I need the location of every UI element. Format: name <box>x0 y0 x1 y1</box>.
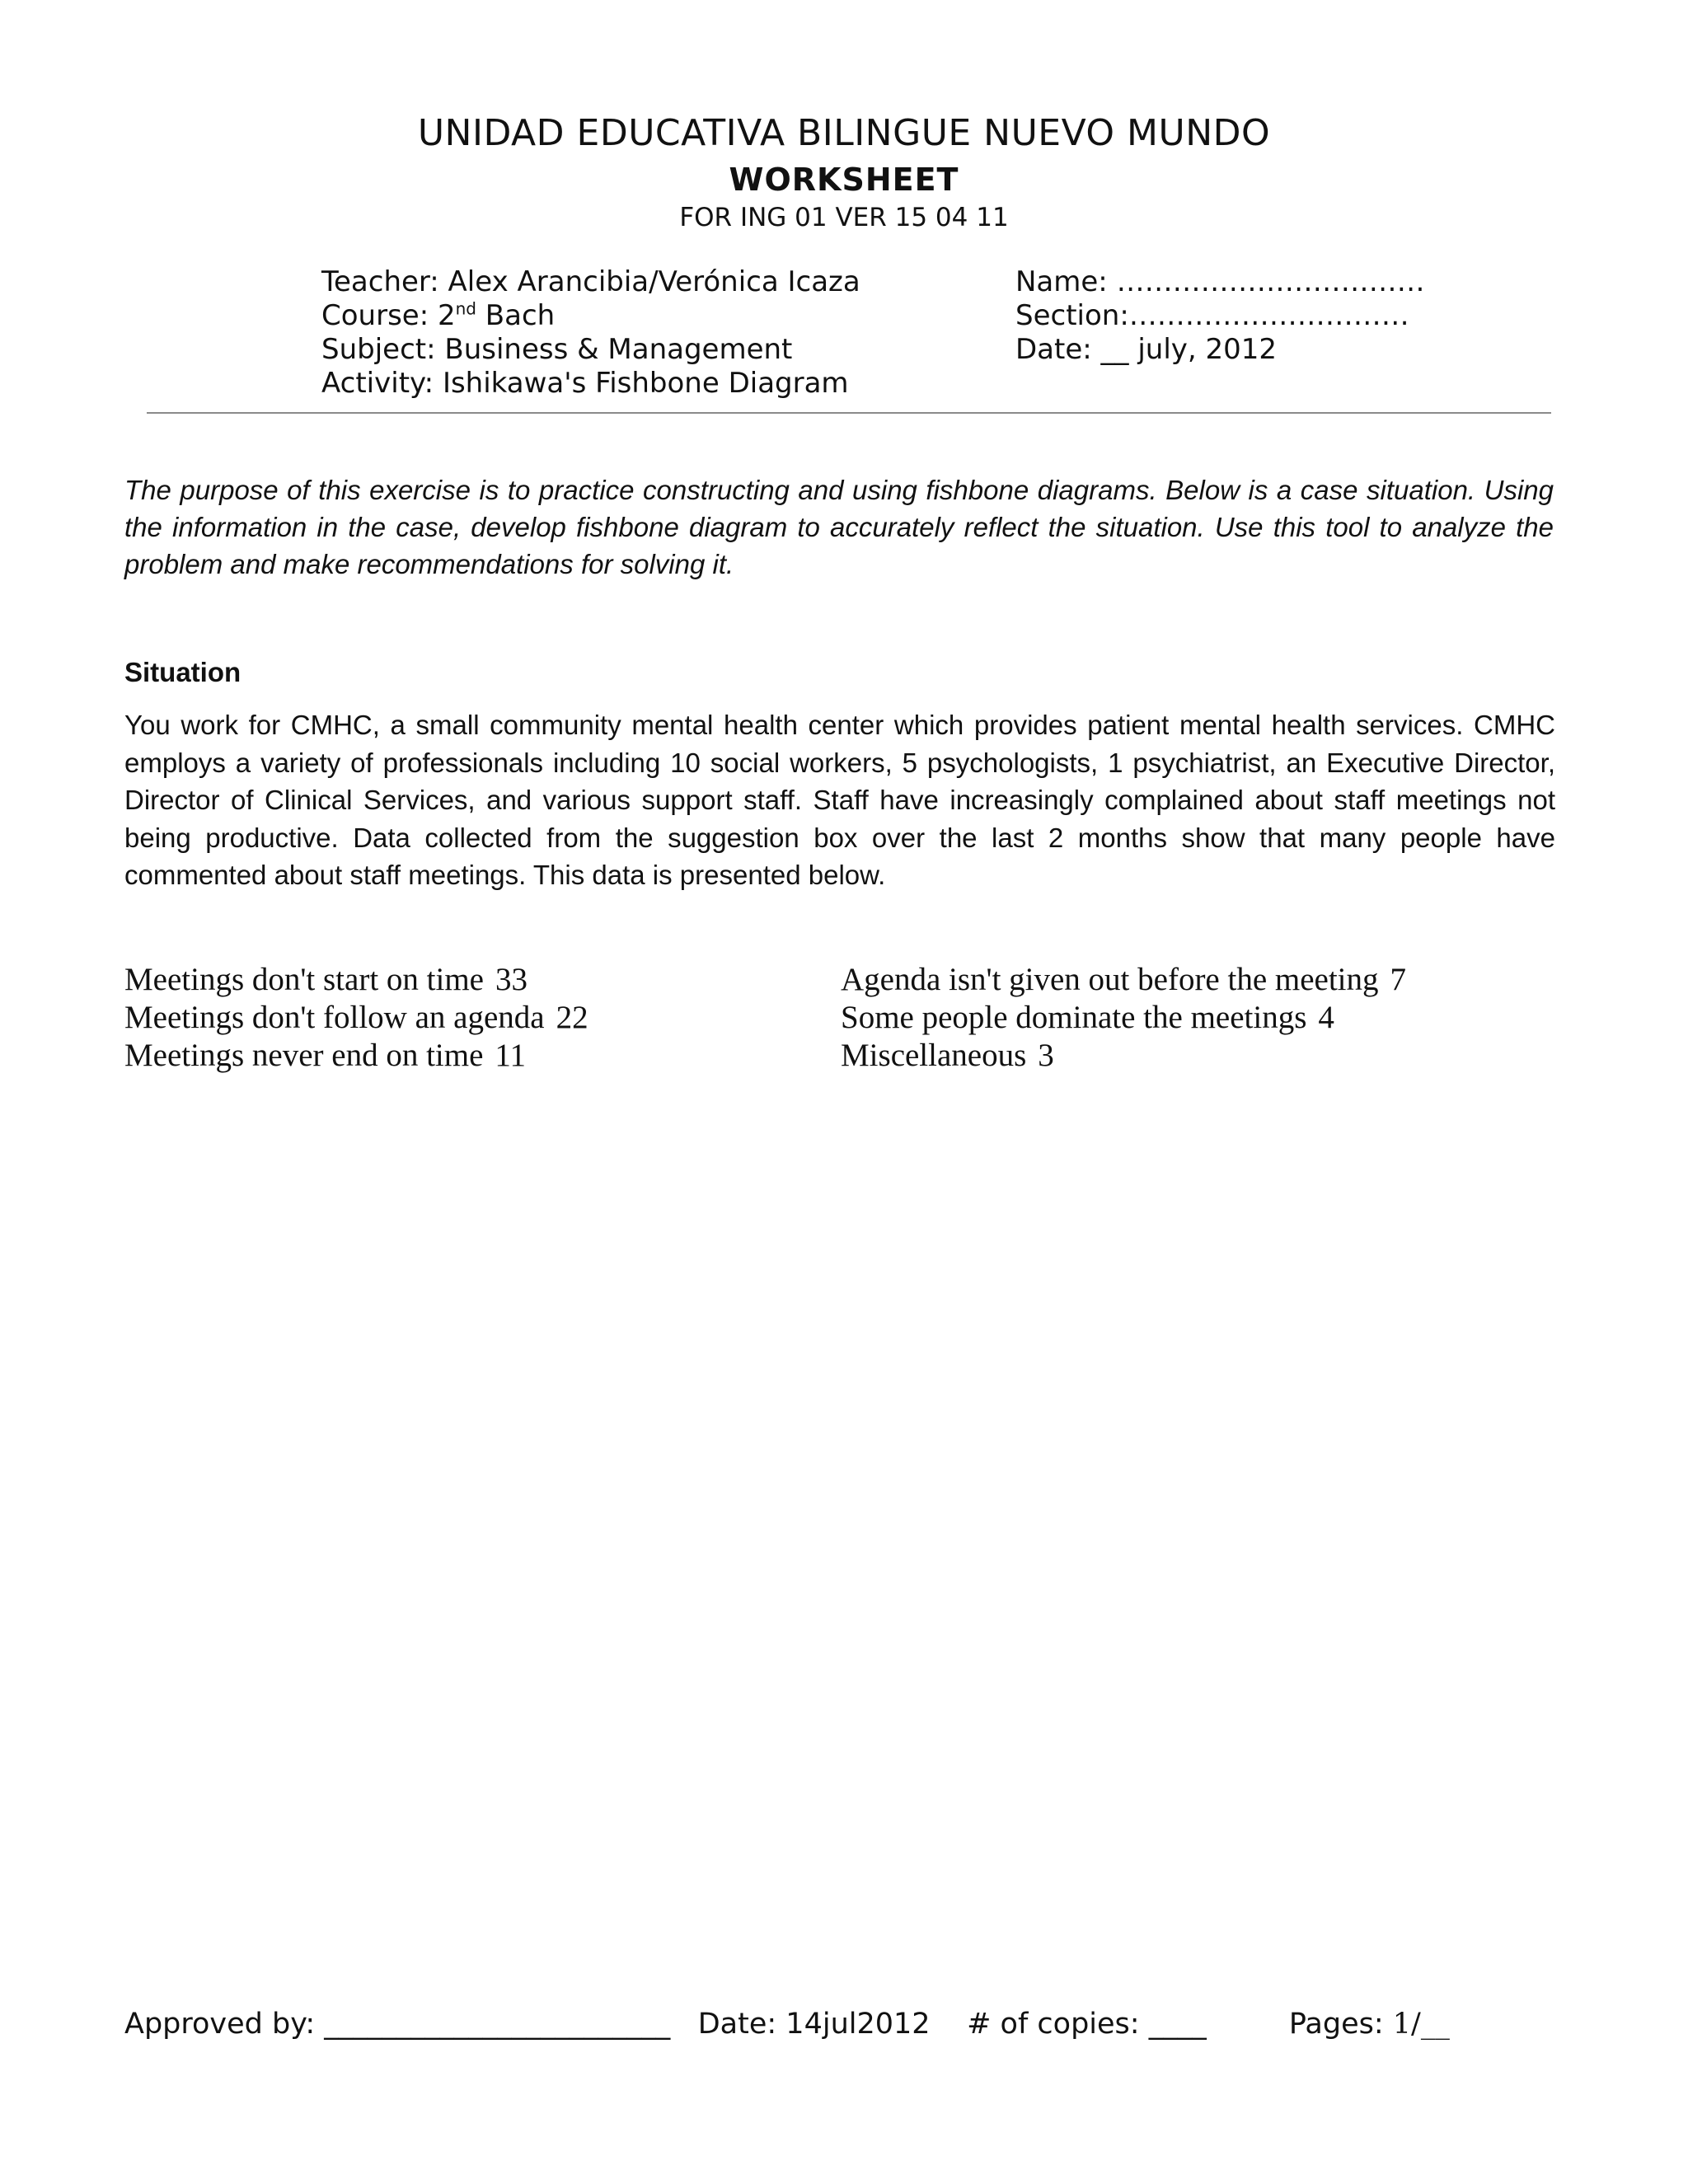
section-field: Section:………………………… <box>1015 299 1409 332</box>
activity-line: Activity: Ishikawa's Fishbone Diagram <box>321 367 849 400</box>
copies-field: # of copies: ____ <box>967 2008 1207 2041</box>
info-right-block <box>1015 265 1425 367</box>
item-count: 22 <box>556 1000 588 1035</box>
item-label: Meetings never end on time <box>124 1038 484 1073</box>
course-line <box>321 299 860 333</box>
approved-by-field: Approved by: ________________________ <box>124 2008 671 2041</box>
list-item <box>124 1037 588 1075</box>
situation-paragraph: You work for CMHC, a small community mental health center which provides patient mental health services. CMHC employs a variety of professionals including 10 social workers, 5 psychologists, 1 psychiatrist, an Executive Director, Director of Clinical Services, and various support staff. Staff have increasingly complained about staff meetings not being productive. Data collected from the suggestion box over the last 2 months show that many people have commented about staff meetings. This data is presented below. <box>124 710 1555 890</box>
item-label: Miscellaneous <box>841 1038 1027 1073</box>
pages-label: Pages: <box>1288 2008 1393 2041</box>
item-label: Some people dominate the meetings <box>841 1000 1307 1035</box>
item-label: Meetings don't follow an agenda <box>124 1000 545 1035</box>
footer <box>124 2008 1450 2041</box>
situation-heading: Situation <box>124 657 241 687</box>
item-count: 4 <box>1318 1000 1334 1035</box>
header-divider <box>147 412 1551 414</box>
subject-line: Subject: Business & Management <box>321 333 793 366</box>
name-field: Name: …………………………… <box>1015 265 1425 298</box>
course-prefix: Course: 2 <box>321 299 456 332</box>
footer-date: Date: 14jul2012 <box>697 2008 931 2041</box>
pages-value: 1/__ <box>1392 2008 1450 2041</box>
date-field: Date: __ july, 2012 <box>1015 333 1278 366</box>
list-item <box>124 999 588 1037</box>
course-suffix: Bach <box>476 299 556 332</box>
list-item <box>841 961 1406 999</box>
form-code: FOR ING 01 VER 15 04 11 <box>679 203 1009 232</box>
item-label: Agenda isn't given out before the meeting <box>841 962 1379 997</box>
course-ordinal: nd <box>455 298 476 319</box>
list-item <box>841 1037 1406 1075</box>
worksheet-title: WORKSHEET <box>729 162 959 198</box>
purpose-paragraph: The purpose of this exercise is to practice constructing and using fishbone diagrams. Below is a case situation. Using the information in the case, develop fishbone diagram to accurately reflect the situation. Use this tool to analyze the problem and make recommendations for solving it. <box>124 475 1554 579</box>
item-count: 7 <box>1390 962 1407 997</box>
info-left-block <box>321 265 860 401</box>
item-count: 3 <box>1038 1038 1054 1073</box>
data-list-right <box>841 961 1406 1075</box>
item-count: 33 <box>495 962 528 997</box>
teacher-line: Teacher: Alex Arancibia/Verónica Icaza <box>321 265 860 298</box>
list-item <box>124 961 588 999</box>
item-label: Meetings don't start on time <box>124 962 484 997</box>
school-name: UNIDAD EDUCATIVA BILINGUE NUEVO MUNDO <box>417 112 1271 154</box>
data-list-left <box>124 961 588 1075</box>
list-item <box>841 999 1406 1037</box>
item-count: 11 <box>495 1038 526 1073</box>
